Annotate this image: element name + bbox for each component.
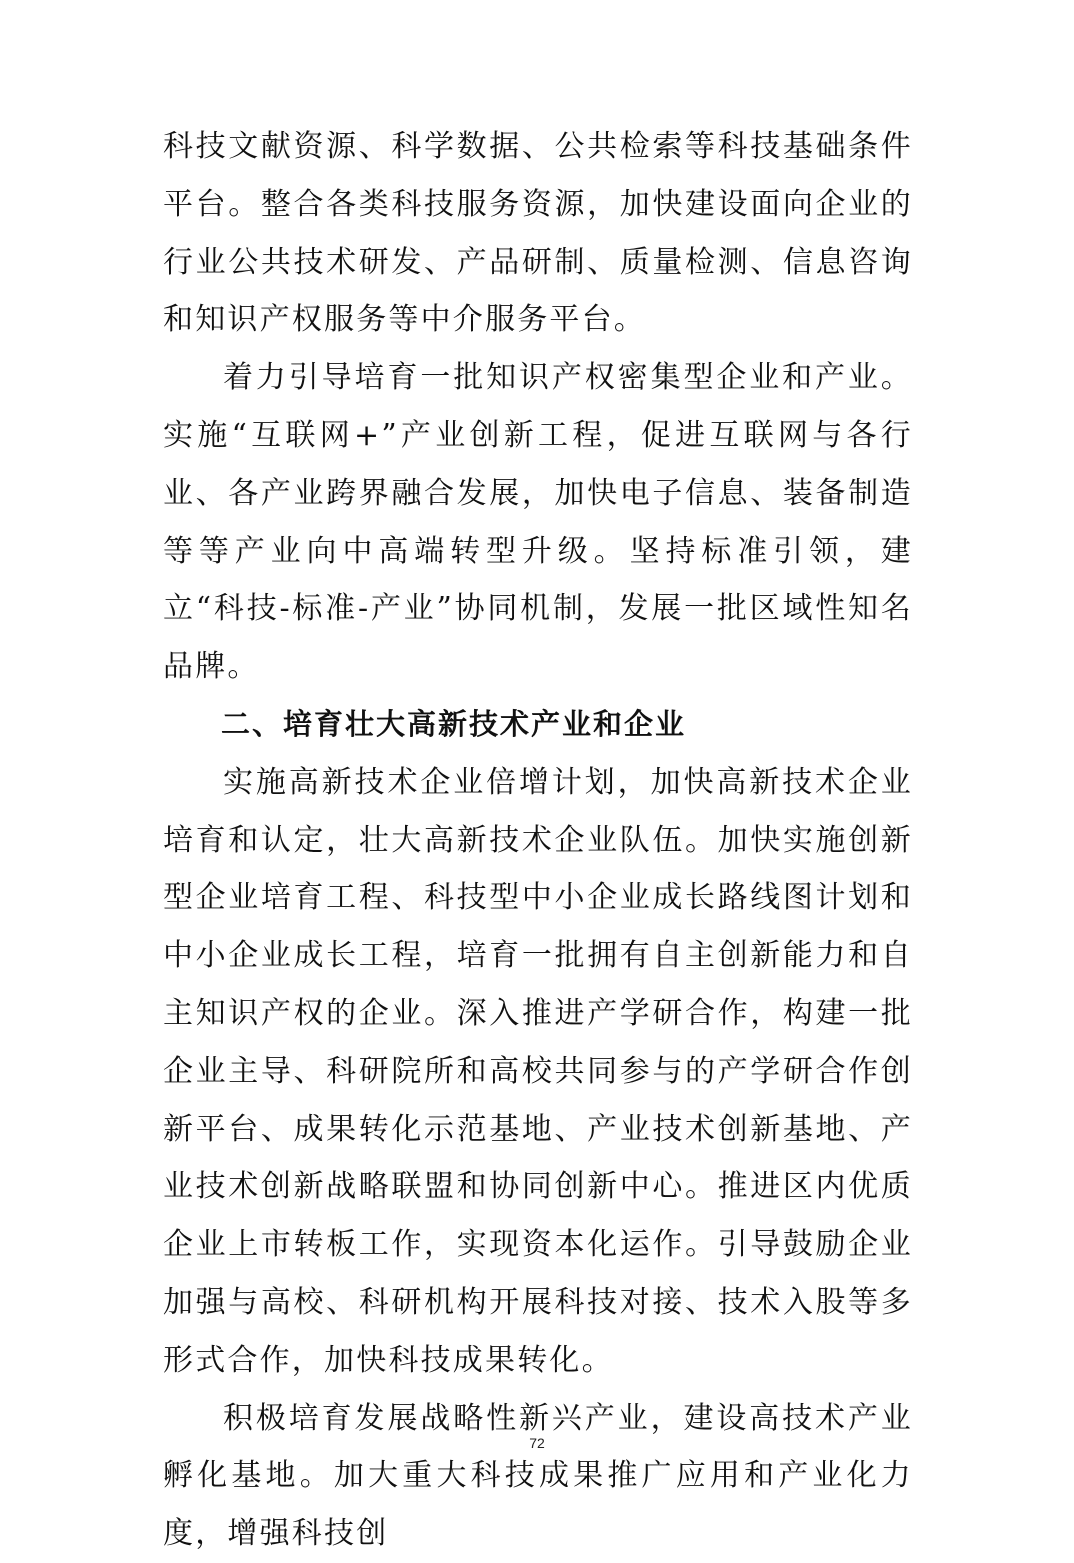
paragraph-high-tech-enterprises: 实施高新技术企业倍增计划，加快高新技术企业培育和认定，壮大高新技术企业队伍。加快实施创新型企业培育工程、科技型中小企业成长路线图计划和中小企业成长工程，培育一批拥有自主创新能力和自主知识产权的企业。深入推进产学研合作，构建一批企业主导、科研院所和高校共同参与的产学研合作创新平台、成果转化示范基地、产业技术创新基地、产业技术创新战略联盟和协同创新中心。推进区内优质企业上市转板工作，实现资本化运作。引导鼓励企业加强与高校、科研机构开展科技对接、技术入股等多形式合作，加快科技成果转化。 bbox=[163, 764, 913, 1378]
body-text bbox=[163, 118, 913, 1563]
section-heading: 二、培育壮大高新技术产业和企业 bbox=[221, 706, 687, 741]
paragraph-ip-intensive-industry: 着力引导培育一批知识产权密集型企业和产业。实施“互联网+”产业创新工程，促进互联网与各行业、各产业跨界融合发展，加快电子信息、装备制造等等产业向中高端转型升级。坚持标准引领，建立“科技-标准-产业”协同机制，发展一批区域性知名品牌。 bbox=[163, 360, 913, 685]
page-number: 72 bbox=[529, 1435, 545, 1451]
paragraph-strategic-emerging-industries: 积极培育发展战略性新兴产业，建设高技术产业孵化基地。加大重大科技成果推广应用和产业化力度，增强科技创 bbox=[163, 1400, 913, 1552]
paragraph-science-platforms: 科技文献资源、科学数据、公共检索等科技基础条件平台。整合各类科技服务资源，加快建设面向企业的行业公共技术研发、产品研制、质量检测、信息咨询和知识产权服务等中介服务平台。 bbox=[163, 129, 913, 338]
